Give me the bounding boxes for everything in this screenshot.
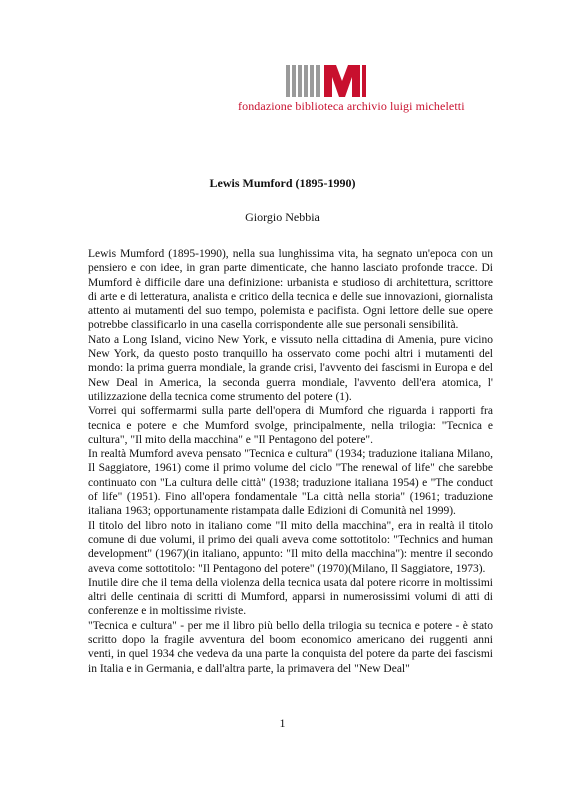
paragraph: Il titolo del libro noto in italiano come "Il mito della macchina", era in realtà il titolo comune di due volumi, il primo dei quali aveva come sottotitolo: "Technics and human development" (1967)(in italiano, appunto: "Il mito della macchina"): mentre il secondo aveva come sottotitolo: "Il Pentagono del potere" (1970)(Milano, Il Saggiatore, 1973).	[88, 519, 493, 575]
page-number: 1	[279, 716, 286, 730]
document-author: Giorgio Nebbia	[245, 210, 320, 224]
paragraph: "Tecnica e cultura" - per me il libro più bello della trilogia su tecnica e potere - è stato scritto dopo la fragile avventura del boom economico americano dei ruggenti anni venti, in quel 1934 che vedeva da una parte la conquista del potere da parte dei fascismi in Italia e in Germania, e dall'altra parte, la primavera del "New Deal"	[88, 619, 493, 675]
logo-caption: fondazione biblioteca archivio luigi micheletti	[238, 99, 465, 113]
paragraph: Vorrei qui soffermarmi sulla parte dell'opera di Mumford che riguarda i rapporti fra tecnica e potere e che Mumford svolge, principalmente, nella trilogia: "Tecnica e cultura", "Il mito della macchina" e "Il Pentagono del potere".	[88, 405, 493, 446]
paragraph: In realtà Mumford aveva pensato "Tecnica e cultura" (1934; traduzione italiana Milano, Il Saggiatore, 1961) come il primo volume del ciclo "The renewal of life" che sarebbe continuato con "La cultura delle città" (1938; traduzione italiana 1954) e "The conduct of life" (1951). Fino all'opera fondamentale "La città nella storia" (1961; traduzione italiana 1963; opportunamente ristampata dalle Edizioni di Comunità nel 1999).	[88, 448, 493, 518]
paragraph: Lewis Mumford (1895-1990), nella sua lunghissima vita, ha segnato un'epoca con un pensiero e con idee, in gran parte dimenticate, che hanno lasciato profonde tracce. Di Mumford è difficile dare una definizione: urbanista e studioso di architettura, scrittore di arte e di letteratura, analista e critico della tecnica e delle sue innovazioni, giornalista attento ai mutamenti del suo tempo, polemista e pacifista. Ogni lettore delle sue opere potrebbe classificarlo in una casella corrispondente alle sue personali sensibilità.	[88, 248, 493, 332]
document-body	[88, 247, 493, 676]
foundation-logo	[238, 65, 465, 115]
document-title: Lewis Mumford (1895-1990)	[209, 176, 356, 190]
paragraph: Nato a Long Island, vicino New York, e vissuto nella cittadina di Amenia, pure vicino New York, da questo posto tranquillo ha osservato come pochi altri i mutamenti del mondo: la prima guerra mondiale, la grande crisi, l'avvento dei fascismi in Europa e del New Deal in America, la seconda guerra mondiale, l'avvento dell'era atomica, l' utilizzazione della tecnica come strumento del potere (1).	[88, 333, 493, 403]
logo-mark-icon	[286, 65, 368, 97]
paragraph: Inutile dire che il tema della violenza della tecnica usata dal potere ricorre in moltissimi altri delle centinaia di scritti di Mumford, apparsi in numerosissimi volumi di atti di conferenze e in moltissime riviste.	[88, 576, 493, 618]
